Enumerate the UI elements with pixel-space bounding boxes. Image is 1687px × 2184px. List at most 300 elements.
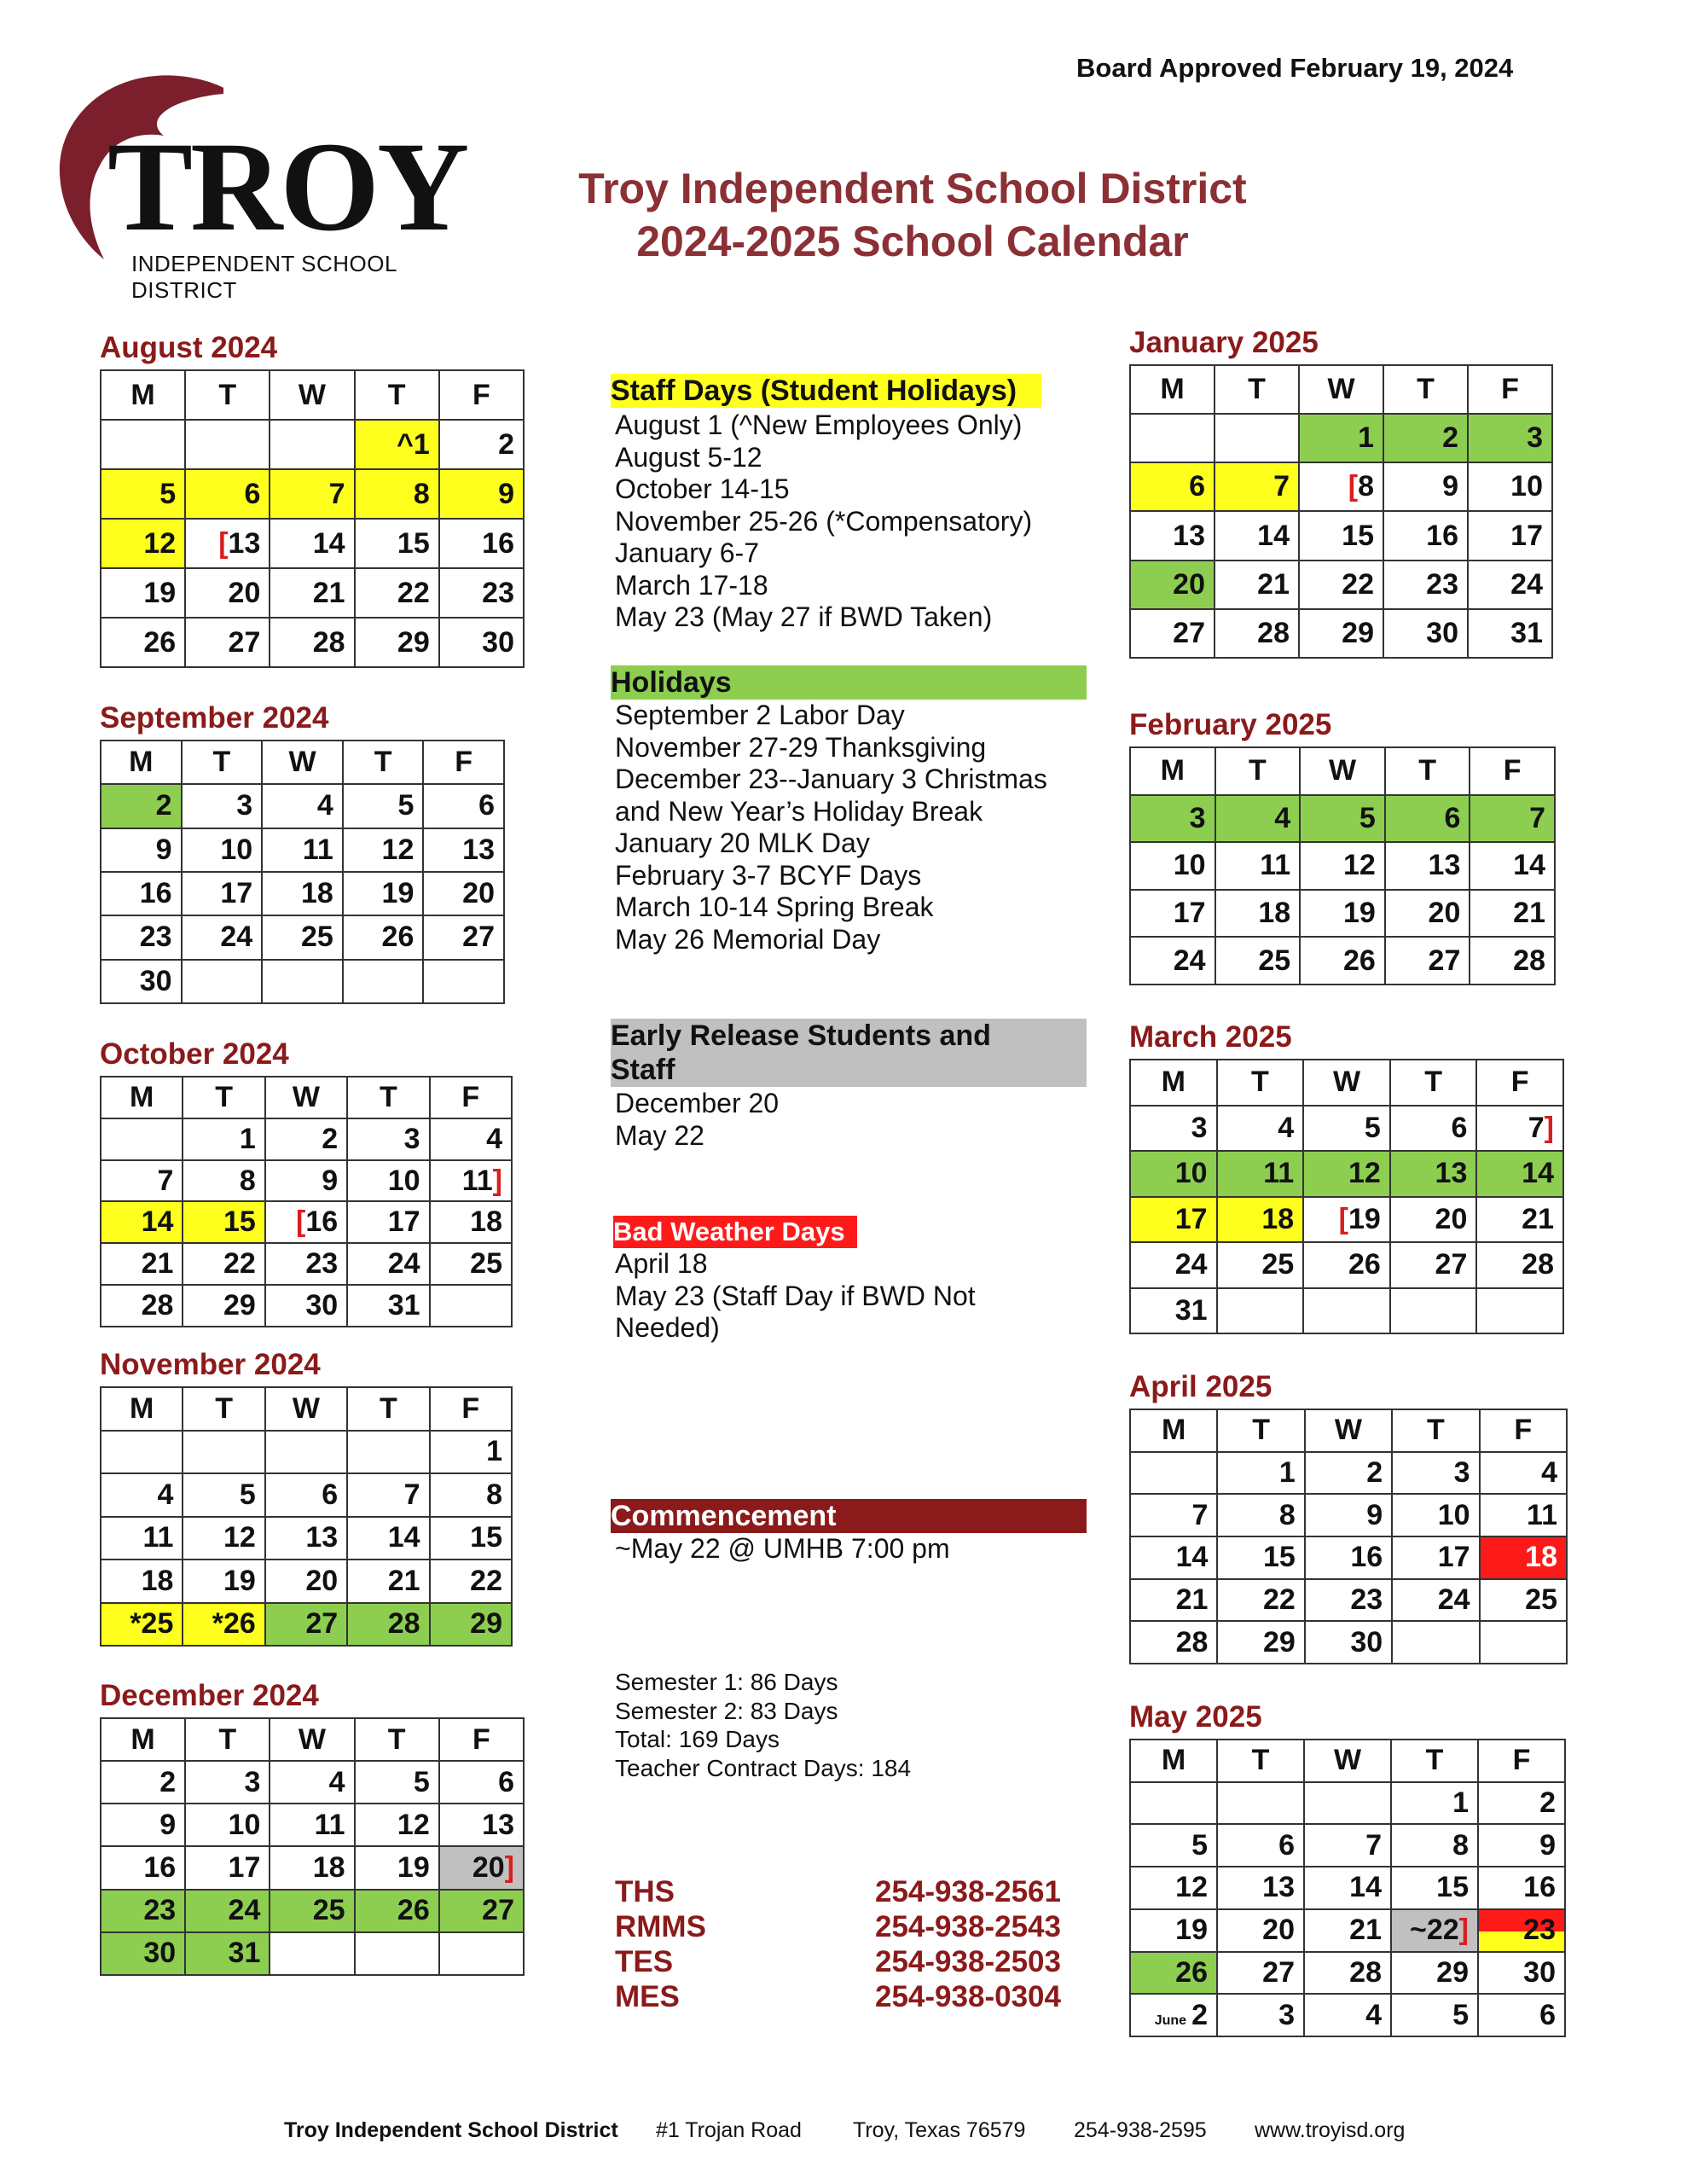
month-title-apr-2025: April 2025 — [1129, 1370, 1272, 1403]
empty-day-cell — [1217, 1782, 1304, 1825]
day-cell — [1478, 1909, 1565, 1952]
day-cell — [1478, 1867, 1565, 1909]
day-cell — [1130, 1867, 1217, 1909]
school-phone: 254-938-2503 — [875, 1945, 1061, 1978]
day-cell — [262, 784, 343, 828]
day-number: 21 — [1349, 1914, 1382, 1947]
week-row — [1130, 1536, 1567, 1579]
day-cell — [265, 1603, 347, 1647]
day-cell — [1215, 561, 1299, 609]
day-cell — [1130, 1579, 1217, 1622]
week-row — [101, 1201, 512, 1243]
week-row — [1130, 1151, 1563, 1197]
day-number: 20 — [228, 576, 261, 609]
title-line-2: 2024-2025 School Calendar — [636, 218, 1189, 265]
day-number: 2 — [1539, 1786, 1556, 1820]
day-cell — [347, 1243, 429, 1285]
month-title-sep-2024: September 2024 — [100, 701, 329, 735]
day-number: 11 — [1260, 849, 1291, 882]
day-number: 15 — [1262, 1541, 1296, 1574]
day-number: 1 — [1278, 1455, 1296, 1489]
day-number: 13 — [462, 833, 495, 866]
day-cell — [439, 1804, 524, 1846]
weekday-header: M — [1130, 1060, 1217, 1106]
list-line: November 25-26 (*Compensatory) — [615, 505, 1033, 537]
day-number: 12 — [397, 1808, 430, 1841]
weekday-header-row — [1130, 1740, 1565, 1782]
week-row — [101, 1560, 512, 1603]
day-cell — [1215, 511, 1299, 560]
day-number: 27 — [228, 625, 261, 659]
day-cell — [343, 872, 424, 915]
week-row — [1130, 1621, 1567, 1664]
day-number: 14 — [1513, 849, 1545, 882]
day-cell — [1476, 1106, 1563, 1152]
day-number: 27 — [482, 1894, 514, 1927]
list-line: May 26 Memorial Day — [615, 923, 881, 955]
day-number: 18 — [312, 1851, 345, 1885]
day-cell — [182, 784, 263, 828]
empty-day-cell — [343, 960, 424, 1003]
day-cell — [1392, 1579, 1479, 1622]
day-cell — [265, 1160, 347, 1202]
day-number: 29 — [397, 625, 430, 659]
page-title — [512, 162, 1313, 268]
day-number: 11 — [302, 833, 333, 866]
day-number: 2 — [322, 1122, 339, 1155]
weekday-header: M — [101, 1077, 183, 1118]
weekday-header: W — [265, 1077, 347, 1118]
day-number: 28 — [1513, 944, 1545, 977]
day-cell — [430, 1431, 512, 1474]
week-row — [1130, 937, 1555, 985]
weekday-header: F — [1480, 1409, 1567, 1452]
day-cell — [101, 872, 182, 915]
weekday-header-row — [101, 1077, 512, 1118]
day-cell — [355, 1846, 439, 1889]
weekday-header: M — [101, 1718, 185, 1761]
day-cell — [1130, 795, 1215, 843]
day-cell — [1478, 1824, 1565, 1867]
day-cell — [101, 1761, 185, 1804]
weekday-header: T — [1385, 747, 1470, 795]
calendar-oct-2024 — [100, 1076, 513, 1327]
empty-day-cell — [1217, 1288, 1304, 1334]
empty-day-cell — [1215, 414, 1299, 462]
day-number: 31 — [387, 1289, 420, 1322]
day-cell — [1130, 1621, 1217, 1664]
list-line: May 22 — [615, 1119, 704, 1151]
day-number: 15 — [470, 1521, 502, 1554]
day-number: 3 — [1527, 421, 1543, 455]
day-cell — [185, 1846, 270, 1889]
day-number: 17 — [1174, 1202, 1208, 1235]
day-number: 26 — [1348, 1248, 1381, 1281]
month-title-may-2025: May 2025 — [1129, 1700, 1262, 1734]
week-row — [101, 1804, 524, 1846]
day-number: 20 — [462, 877, 495, 910]
day-number: 26 — [397, 1894, 430, 1927]
empty-day-cell — [182, 960, 263, 1003]
grading-period-start-bracket: [ — [296, 1205, 306, 1239]
school-phone: 254-938-2543 — [875, 1910, 1061, 1943]
day-cell — [101, 828, 182, 872]
day-number: ~22 — [1409, 1914, 1459, 1947]
day-cell — [265, 1517, 347, 1560]
day-cell — [1217, 1824, 1304, 1867]
day-number: 7 — [1529, 801, 1545, 834]
day-cell — [1215, 890, 1301, 938]
weekday-header: F — [439, 370, 524, 420]
day-number: 4 — [157, 1478, 174, 1511]
day-number: 28 — [1349, 1955, 1382, 1989]
day-number: 2 — [159, 1765, 177, 1798]
day-number: 10 — [220, 833, 253, 866]
day-cell — [1304, 1994, 1391, 2036]
footer-district-name: Troy Independent School District — [284, 2118, 618, 2142]
day-number: 11 — [314, 1808, 345, 1841]
day-number: 18 — [470, 1205, 502, 1239]
day-number: 17 — [1173, 897, 1206, 930]
day-cell — [1390, 1106, 1477, 1152]
empty-day-cell — [1130, 1782, 1217, 1825]
weekday-header: F — [430, 1077, 512, 1118]
day-number: 6 — [1451, 1111, 1468, 1144]
day-number: 9 — [1366, 1498, 1383, 1531]
day-number: 5 — [413, 1765, 430, 1798]
early-release-list — [615, 1088, 1093, 1152]
week-row — [1130, 1782, 1565, 1825]
week-row — [1130, 890, 1555, 938]
week-row — [101, 1603, 512, 1647]
day-number: 7 — [1528, 1111, 1545, 1144]
weekday-header-row — [101, 1387, 512, 1431]
day-number: 7 — [1365, 1828, 1382, 1862]
day-cell — [1130, 1242, 1217, 1288]
week-row — [1130, 414, 1552, 462]
day-number: 20 — [1262, 1914, 1295, 1947]
list-line: May 23 (May 27 if BWD Taken) — [615, 601, 993, 632]
day-cell — [430, 1201, 512, 1243]
weekday-header: W — [262, 741, 343, 784]
month-title-feb-2025: February 2025 — [1129, 708, 1332, 741]
weekday-header-row — [101, 370, 524, 420]
weekday-header: T — [185, 1718, 270, 1761]
list-line: Semester 1: 86 Days — [615, 1669, 838, 1695]
day-cell — [1304, 1952, 1391, 1995]
day-cell — [343, 828, 424, 872]
day-cell — [182, 915, 263, 959]
week-row — [1130, 1494, 1567, 1536]
empty-day-cell — [262, 960, 343, 1003]
day-cell — [185, 1761, 270, 1804]
day-number: 30 — [143, 1937, 177, 1970]
day-cell — [101, 960, 182, 1003]
week-row — [101, 1118, 512, 1160]
empty-day-cell — [1476, 1288, 1563, 1334]
week-row — [101, 960, 504, 1003]
early-release-heading — [611, 1019, 1087, 1087]
week-row — [1130, 1952, 1565, 1995]
day-number: 10 — [1173, 849, 1206, 882]
day-number: 30 — [1426, 616, 1458, 649]
day-number: 30 — [305, 1289, 339, 1322]
calendar-mar-2025 — [1129, 1059, 1564, 1334]
day-cell — [1383, 414, 1468, 462]
day-number: 24 — [1174, 1248, 1208, 1281]
week-row — [1130, 795, 1555, 843]
calendar-apr-2025 — [1129, 1409, 1568, 1664]
day-totals — [615, 1668, 1093, 1782]
day-cell — [1383, 511, 1468, 560]
grading-period-end-bracket: ] — [1458, 1914, 1469, 1947]
district-logo — [53, 72, 496, 303]
day-number: 9 — [322, 1164, 339, 1197]
day-number: 29 — [1342, 616, 1374, 649]
day-number: 24 — [228, 1894, 261, 1927]
week-row — [101, 1285, 512, 1327]
day-cell — [270, 1804, 354, 1846]
day-number: 4 — [316, 789, 333, 822]
day-number: 13 — [1262, 1871, 1295, 1904]
day-number: 27 — [305, 1607, 339, 1641]
day-number: 29 — [223, 1289, 256, 1322]
day-number: 17 — [387, 1205, 420, 1239]
day-cell — [101, 1804, 185, 1846]
day-cell — [1470, 795, 1555, 843]
day-cell — [1217, 1106, 1304, 1152]
day-number: 26 — [381, 921, 415, 954]
day-cell — [1391, 1782, 1478, 1825]
day-number: 26 — [1175, 1955, 1208, 1989]
day-number: 22 — [1262, 1583, 1296, 1616]
week-row — [1130, 609, 1552, 658]
day-cell — [1299, 511, 1383, 560]
week-row — [1130, 1994, 1565, 2036]
early-release-heading-line-2: Staff — [611, 1054, 675, 1086]
day-number: 25 — [300, 921, 333, 954]
list-line: May 23 (Staff Day if BWD Not — [615, 1280, 976, 1311]
week-row — [1130, 1824, 1565, 1867]
day-cell — [1383, 609, 1468, 658]
day-number: 29 — [1436, 1955, 1469, 1989]
day-number: 6 — [322, 1478, 339, 1511]
day-cell — [185, 1890, 270, 1932]
day-cell — [1217, 1494, 1304, 1536]
weekday-header: W — [1305, 1409, 1392, 1452]
day-cell — [265, 1118, 347, 1160]
day-cell — [439, 618, 524, 667]
empty-day-cell — [270, 1932, 354, 1975]
weekday-header: M — [101, 741, 182, 784]
empty-day-cell — [347, 1431, 429, 1474]
day-number: 22 — [397, 576, 430, 609]
day-cell — [430, 1118, 512, 1160]
next-month-label: June — [1154, 2013, 1187, 2028]
day-number: 18 — [1525, 1541, 1557, 1574]
list-line: April 18 — [615, 1248, 708, 1279]
day-cell — [1305, 1494, 1392, 1536]
day-cell — [423, 872, 504, 915]
day-cell — [262, 828, 343, 872]
day-number: 10 — [1510, 470, 1543, 503]
day-number: 16 — [143, 1851, 177, 1885]
day-cell — [347, 1285, 429, 1327]
day-cell — [423, 915, 504, 959]
day-cell — [1130, 1106, 1217, 1152]
month-title-aug-2024: August 2024 — [100, 331, 278, 364]
day-cell — [1217, 1994, 1304, 2036]
week-row — [1130, 1909, 1565, 1952]
list-line: December 23--January 3 Christmas — [615, 764, 1047, 794]
weekday-header: F — [1478, 1740, 1565, 1782]
day-cell — [101, 1603, 183, 1647]
staff-days-list — [615, 410, 1093, 634]
list-line: January 6-7 — [615, 537, 759, 568]
day-number: 21 — [1522, 1202, 1554, 1235]
weekday-header: M — [1130, 365, 1215, 414]
week-row — [101, 568, 524, 618]
weekday-header: T — [355, 1718, 439, 1761]
day-number: 5 — [159, 477, 177, 510]
list-line: ~May 22 @ UMHB 7:00 pm — [615, 1533, 950, 1564]
empty-day-cell — [101, 1431, 183, 1474]
school-name: TES — [615, 1945, 674, 1978]
day-number: 19 — [381, 877, 415, 910]
commencement-heading: Commencement — [611, 1499, 1087, 1533]
day-cell — [270, 568, 354, 618]
grading-period-start-bracket: [ — [1348, 470, 1359, 503]
day-cell — [1392, 1536, 1479, 1579]
day-cell — [1385, 795, 1470, 843]
day-number: 10 — [228, 1808, 261, 1841]
day-number: 24 — [1173, 944, 1206, 977]
day-number: 18 — [1258, 897, 1291, 930]
day-cell — [183, 1560, 264, 1603]
bad-weather-heading: Bad Weather Days — [613, 1216, 857, 1248]
day-number: 14 — [1175, 1541, 1209, 1574]
day-number: 13 — [305, 1521, 339, 1554]
day-number: 10 — [1437, 1498, 1470, 1531]
day-cell — [439, 1890, 524, 1932]
list-line: February 3-7 BCYF Days — [615, 859, 922, 891]
week-row — [101, 915, 504, 959]
week-row — [1130, 842, 1555, 890]
day-cell — [1468, 414, 1552, 462]
weekday-header: T — [343, 741, 424, 784]
day-cell — [355, 1890, 439, 1932]
day-number: 15 — [1342, 519, 1374, 552]
day-cell — [1391, 1867, 1478, 1909]
day-cell — [1217, 1452, 1304, 1495]
weekday-header-row — [1130, 747, 1555, 795]
day-number: 13 — [228, 526, 261, 560]
day-cell — [1217, 1197, 1304, 1243]
day-number: 8 — [239, 1164, 256, 1197]
list-line: August 1 (^New Employees Only) — [615, 410, 1023, 440]
day-cell — [270, 1846, 354, 1889]
weekday-header: T — [1383, 365, 1468, 414]
weekday-header: F — [439, 1718, 524, 1761]
day-cell — [355, 1804, 439, 1846]
weekday-header: M — [1130, 1409, 1217, 1452]
school-name: THS — [615, 1875, 675, 1908]
day-cell — [270, 1761, 354, 1804]
day-number: 27 — [1428, 944, 1461, 977]
day-number: 19 — [223, 1564, 256, 1597]
day-cell — [101, 1846, 185, 1889]
weekday-header: T — [347, 1387, 429, 1431]
day-cell — [355, 568, 439, 618]
week-row — [1130, 1197, 1563, 1243]
empty-day-cell — [1130, 1452, 1217, 1495]
day-cell — [430, 1603, 512, 1647]
week-row — [101, 1846, 524, 1889]
day-cell — [1391, 1994, 1478, 2036]
day-cell — [1217, 1151, 1304, 1197]
day-number: 3 — [244, 1765, 261, 1798]
day-cell — [1476, 1151, 1563, 1197]
list-line: October 14-15 — [615, 473, 790, 504]
day-cell — [1300, 795, 1385, 843]
day-cell — [1303, 1151, 1390, 1197]
staff-days-heading: Staff Days (Student Holidays) — [611, 374, 1041, 408]
day-cell — [1217, 1242, 1304, 1288]
day-cell — [439, 568, 524, 618]
empty-day-cell — [183, 1431, 264, 1474]
day-number: 21 — [312, 576, 345, 609]
day-number: 7 — [1273, 470, 1290, 503]
day-number: 14 — [141, 1205, 174, 1239]
day-number: 4 — [1274, 801, 1291, 834]
list-line: Needed) — [615, 1312, 720, 1343]
month-title-nov-2024: November 2024 — [100, 1348, 321, 1381]
day-number: 30 — [482, 625, 514, 659]
day-number: 6 — [1539, 1998, 1556, 2031]
day-number: 24 — [220, 921, 253, 954]
month-title-dec-2024: December 2024 — [100, 1679, 319, 1712]
day-number: 19 — [143, 576, 177, 609]
day-number: 17 — [220, 877, 253, 910]
day-number: 11 — [1527, 1498, 1557, 1531]
day-cell — [101, 1473, 183, 1517]
weekday-header: M — [1130, 747, 1215, 795]
day-cell — [1385, 890, 1470, 938]
empty-day-cell — [423, 960, 504, 1003]
list-line: and New Year’s Holiday Break — [615, 795, 983, 827]
day-cell — [1468, 462, 1552, 511]
week-row — [1130, 1579, 1567, 1622]
month-title-oct-2024: October 2024 — [100, 1037, 289, 1071]
day-number: 1 — [486, 1435, 502, 1468]
day-cell — [430, 1473, 512, 1517]
footer-website[interactable]: www.troyisd.org — [1255, 2118, 1406, 2142]
day-number: 10 — [1174, 1157, 1208, 1190]
day-cell — [101, 1243, 183, 1285]
list-line: November 27-29 Thanksgiving — [615, 731, 987, 763]
calendar-feb-2025 — [1129, 746, 1556, 985]
day-cell — [1305, 1452, 1392, 1495]
day-number: 1 — [1358, 421, 1374, 455]
day-cell — [101, 784, 182, 828]
week-row — [1130, 561, 1552, 609]
day-number: 30 — [1523, 1955, 1556, 1989]
school-name: RMMS — [615, 1910, 706, 1943]
footer-phone: 254-938-2595 — [1074, 2118, 1207, 2142]
day-cell — [1383, 462, 1468, 511]
early-release-heading-line-1: Early Release Students and — [611, 1019, 991, 1052]
list-line: January 20 MLK Day — [615, 828, 870, 858]
